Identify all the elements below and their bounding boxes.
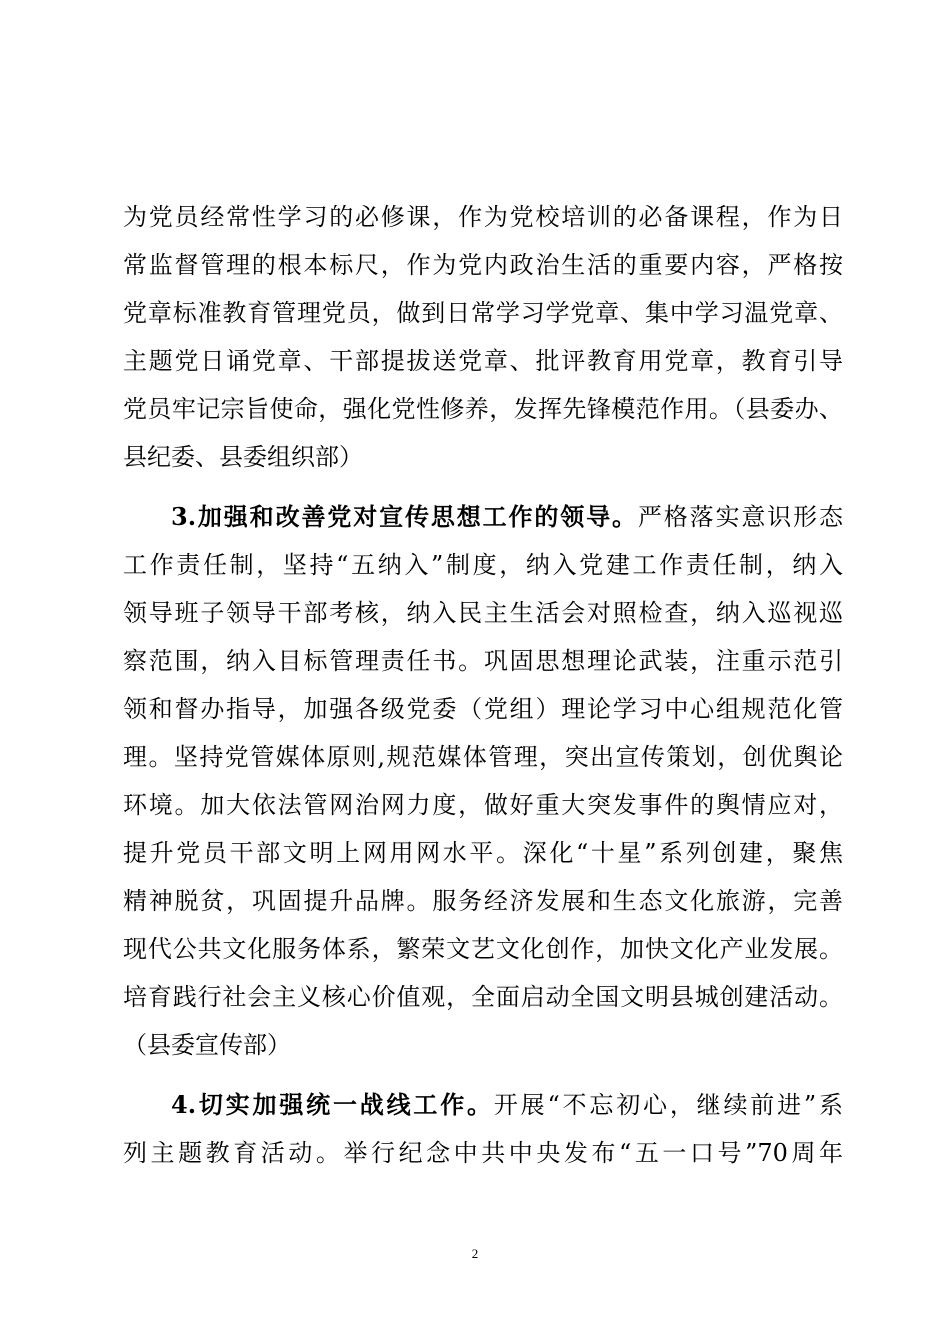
text-line: 察范围，纳入目标管理责任书。巩固思想理论武装，注重示范引: [123, 647, 843, 675]
section-3: [123, 493, 843, 1069]
paragraph-spacer: [123, 481, 843, 493]
text-line: 为党员经常性学习的必修课，作为党校培训的必备课程，作为日: [123, 203, 843, 231]
section-4: [123, 1081, 843, 1177]
text-line: 党章标准教育管理党员，做到日常学习学党章、集中学习温党章、: [123, 299, 843, 327]
section-3-first-line: [123, 493, 843, 541]
text-line: 培育践行社会主义核心价值观，全面启动全国文明县城创建活动。: [123, 983, 843, 1011]
section-3-first-line-rest: 严格落实意识形态: [637, 503, 844, 531]
document-body: [123, 193, 843, 1177]
text-line: 列主题教育活动。举行纪念中共中央发布“五一口号”70周年: [123, 1139, 843, 1167]
section-3-heading: 3.加强和改善党对宣传思想工作的领导。: [171, 502, 638, 531]
text-line: 工作责任制，坚持“五纳入”制度，纳入党建工作责任制，纳入: [123, 551, 843, 579]
page-number: 2: [471, 1246, 479, 1261]
text-line: （县委宣传部）: [123, 1031, 291, 1059]
section-4-first-line-rest: 开展“不忘初心，继续前进”系: [493, 1091, 843, 1119]
text-line: 现代公共文化服务体系，繁荣文艺文化创作，加快文化产业发展。: [123, 935, 843, 963]
text-line: 常监督管理的根本标尺，作为党内政治生活的重要内容，严格按: [123, 251, 843, 279]
paragraph-1: [123, 193, 843, 481]
text-line: 领和督办指导，加强各级党委（党组）理论学习中心组规范化管: [123, 695, 843, 723]
text-line: 提升党员干部文明上网用网水平。深化“十星”系列创建，聚焦: [123, 839, 843, 867]
text-line: 县纪委、县委组织部）: [123, 443, 363, 471]
section-4-first-line: [123, 1081, 843, 1129]
text-line: 环境。加大依法管网治网力度，做好重大突发事件的舆情应对，: [123, 791, 843, 819]
text-line: 精神脱贫，巩固提升品牌。服务经济发展和生态文化旅游，完善: [123, 887, 843, 915]
text-line: 党员牢记宗旨使命，强化党性修养，发挥先锋模范作用。（县委办、: [123, 395, 843, 423]
text-line: 领导班子领导干部考核，纳入民主生活会对照检查，纳入巡视巡: [123, 599, 843, 627]
section-4-heading: 4.切实加强统一战线工作。: [171, 1090, 494, 1119]
text-line: 理。坚持党管媒体原则,规范媒体管理，突出宣传策划，创优舆论: [123, 743, 843, 771]
paragraph-spacer: [123, 1069, 843, 1081]
text-line: 主题党日诵党章、干部提拔送党章、批评教育用党章，教育引导: [123, 347, 843, 375]
